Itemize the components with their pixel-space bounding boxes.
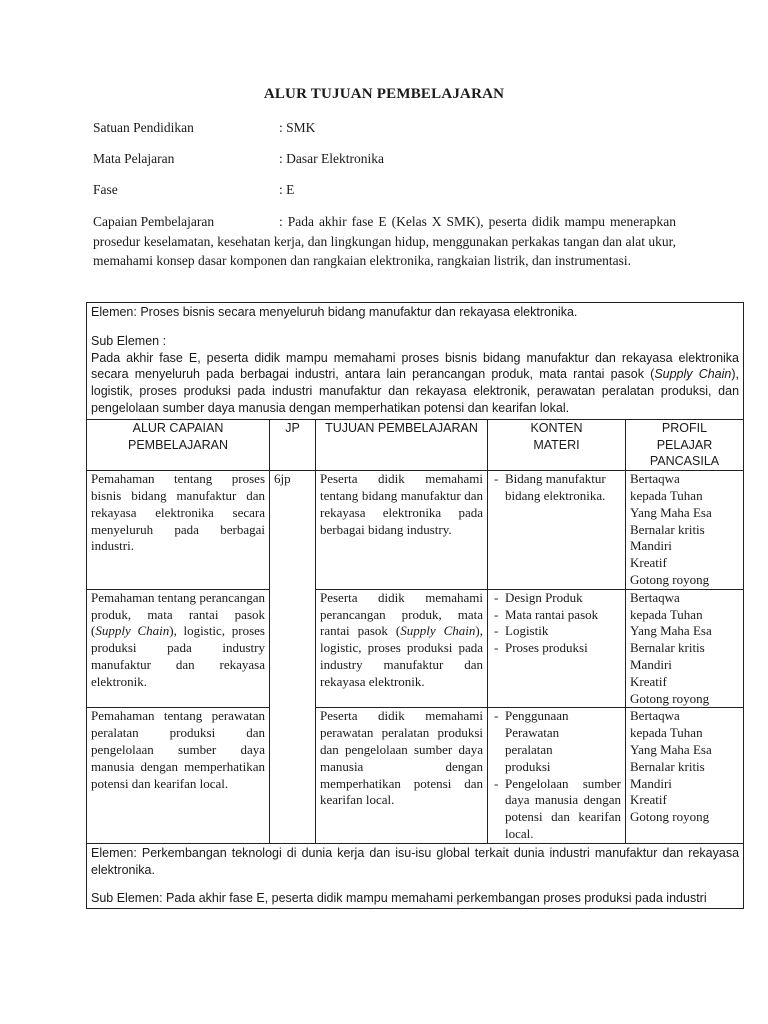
list-item: - Penggunaan Perawatan peralatan produksi <box>492 708 621 775</box>
elemen-cell <box>87 303 744 420</box>
header-row <box>87 419 744 470</box>
header-atp: ALUR CAPAIAN PEMBELAJARAN <box>87 419 270 470</box>
capaian-pembelajaran <box>93 212 676 271</box>
capaian-label: Capaian Pembelajaran <box>93 214 215 229</box>
profil-item: Kreatif <box>630 555 667 571</box>
header-profil: PROFIL PELAJAR PANCASILA <box>626 419 744 470</box>
profil-item: Gotong royong <box>630 571 710 587</box>
tp-cell: Peserta didik memahami perancangan produk, mata rantai pasok (Supply Chain), logistic, proses produksi pada industry manufaktur dan rekayasa elektronik. <box>316 589 488 708</box>
profil-item: Kreatif <box>630 792 667 808</box>
elemen-text: Elemen: Perkembangan teknologi di dunia kerja dan isu-isu global terkait dunia industri manufaktur dan rekayasa elektronika. <box>91 845 740 877</box>
list-item: - Mata rantai pasok <box>492 607 621 624</box>
table-row <box>87 589 744 708</box>
profil-item: Yang Maha Esa <box>630 504 712 520</box>
profil-item: Mandiri <box>630 656 672 672</box>
meta-label: Satuan Pendidikan <box>93 120 194 135</box>
list-item: - Proses produksi <box>492 640 621 657</box>
document-title: ALUR TUJUAN PEMBELAJARAN <box>263 86 505 102</box>
meta-value: : E <box>279 182 295 197</box>
profil-item: Kreatif <box>630 673 667 689</box>
profil-cell <box>626 471 744 590</box>
list-item: - Pengelolaan sumber daya manusia dengan potensi dan kearifan local. <box>492 776 621 843</box>
profil-cell <box>626 708 744 843</box>
meta-fase <box>93 182 295 198</box>
atp-cell: Pemahaman tentang proses bisnis bidang manufaktur dan rekayasa elektronika secara menyeluruh pada berbagai industri. <box>87 471 270 590</box>
tp-cell: Peserta didik memahami perawatan peralatan produksi dan pengelolaan sumber daya manusia dengan memperhatikan potensi dan kearifan local. <box>316 708 488 843</box>
meta-satuan-pendidikan <box>93 120 316 136</box>
jp-cell <box>270 589 316 708</box>
table-row <box>87 708 744 843</box>
meta-mata-pelajaran <box>93 151 384 167</box>
profil-item: Mandiri <box>630 538 672 554</box>
jp-cell <box>270 708 316 843</box>
sub-elemen-text: Pada akhir fase E, peserta didik mampu memahami proses bisnis bidang manufaktur dan rekayasa elektronika secara menyeluruh pada berbagai industri, antara lain perancangan produk, mata rantai pasok (Supply Chain), logistik, proses produksi pada industri manufaktur dan rekayasa elektronik, perawatan peralatan produksi, dan pengelolaan sumber daya manusia dengan memperhatikan potensi dan kearifan lokal. <box>91 350 740 415</box>
profil-item: kepada Tuhan <box>630 606 703 622</box>
elemen-cell <box>87 843 744 908</box>
header-jp: JP <box>270 419 316 470</box>
profil-item: Gotong royong <box>630 809 710 825</box>
list-item: - Design Produk <box>492 590 621 607</box>
header-konten: KONTEN MATERI <box>488 419 626 470</box>
konten-cell <box>488 589 626 708</box>
profil-item: Gotong royong <box>630 690 710 706</box>
konten-cell <box>488 708 626 843</box>
profil-item: Yang Maha Esa <box>630 623 712 639</box>
atp-table <box>86 302 744 909</box>
profil-item: Bernalar kritis <box>630 521 705 537</box>
atp-cell: Pemahaman tentang perancangan produk, mata rantai pasok (Supply Chain), logistic, proses produksi pada industry manufaktur dan rekayasa elektronik. <box>87 589 270 708</box>
list-item: - Bidang manufaktur bidang elektronika. <box>492 471 621 505</box>
meta-value: : Dasar Elektronika <box>279 151 384 166</box>
profil-item: kepada Tuhan <box>630 725 703 741</box>
table-row <box>87 471 744 590</box>
meta-label: Fase <box>93 182 118 197</box>
profil-item: Bertaqwa <box>630 471 680 487</box>
jp-cell: 6jp <box>270 471 316 590</box>
profil-item: Bernalar kritis <box>630 758 705 774</box>
elemen-row <box>87 303 744 420</box>
sub-elemen-text: Sub Elemen: Pada akhir fase E, peserta didik mampu memahami perkembangan proses produksi pada industri <box>91 891 707 906</box>
konten-cell <box>488 471 626 590</box>
sub-elemen-label: Sub Elemen : <box>91 333 167 348</box>
profil-item: Mandiri <box>630 775 672 791</box>
header-tp: TUJUAN PEMBELAJARAN <box>316 419 488 470</box>
list-item: - Logistik <box>492 623 621 640</box>
capaian-text: : Pada akhir fase E (Kelas X SMK), peserta didik mampu menerapkan prosedur keselamatan, kesehatan kerja, dan lingkungan hidup, menggunakan perkakas tangan dan alat ukur, memahami konsep dasar komponen dan rangkaian elektronika, rangkaian listrik, dan instrumentasi. <box>93 214 676 268</box>
elemen-text: Elemen: Proses bisnis secara menyeluruh bidang manufaktur dan rekayasa elektronika. <box>91 305 578 319</box>
profil-item: Bernalar kritis <box>630 640 705 656</box>
profil-item: Yang Maha Esa <box>630 741 712 757</box>
meta-value: : SMK <box>279 120 316 135</box>
elemen-row <box>87 843 744 908</box>
meta-label: Mata Pelajaran <box>93 151 175 166</box>
profil-cell <box>626 589 744 708</box>
tp-cell: Peserta didik memahami tentang bidang manufaktur dan rekayasa elektronika pada berbagai bidang industry. <box>316 471 488 590</box>
profil-item: kepada Tuhan <box>630 487 703 503</box>
profil-item: Bertaqwa <box>630 589 680 605</box>
profil-item: Bertaqwa <box>630 708 680 724</box>
atp-cell: Pemahaman tentang perawatan peralatan produksi dan pengelolaan sumber daya manusia dengan memperhatikan potensi dan kearifan local. <box>87 708 270 843</box>
